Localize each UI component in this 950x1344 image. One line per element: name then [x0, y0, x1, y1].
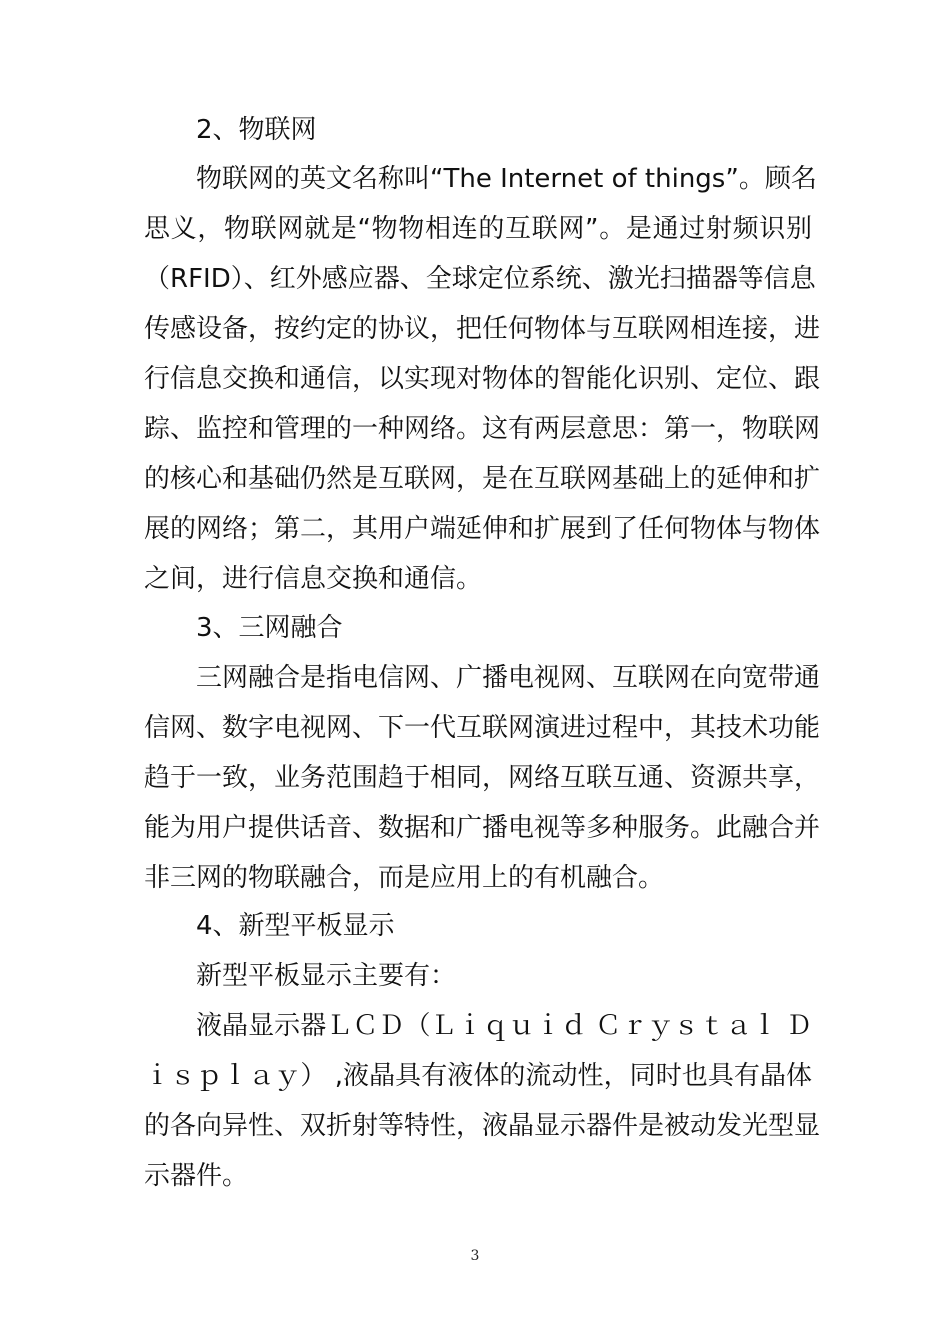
text-line: 趋于一致，业务范围趋于相同，网络互联互通、资源共享，: [144, 763, 821, 793]
paragraph-line: [0, 504, 950, 554]
text-line: 之间，进行信息交换和通信。: [144, 564, 483, 594]
paragraph-line: [0, 753, 950, 803]
paragraph-line: [0, 703, 950, 753]
paragraph-line: [0, 1051, 950, 1101]
paragraph-line: [0, 1101, 950, 1151]
text-line: 行信息交换和通信，以实现对物体的智能化识别、定位、跟: [144, 364, 821, 394]
text-line: 的各向异性、双折射等特性，液晶显示器件是被动发光型显: [144, 1111, 821, 1141]
paragraph-line: [0, 254, 950, 304]
paragraph-line: [0, 554, 950, 604]
text-line: 传感设备，按约定的协议，把任何物体与互联网相连接，进: [144, 314, 821, 344]
text-line: 4、新型平板显示: [196, 911, 395, 941]
text-line: （RFID）、红外感应器、全球定位系统、激光扫描器等信息: [144, 264, 816, 294]
text-line: 踪、监控和管理的一种网络。这有两层意思：第一，物联网: [144, 414, 821, 444]
paragraph-line: [0, 1001, 950, 1051]
text-line: 非三网的物联融合，而是应用上的有机融合。: [144, 863, 665, 893]
paragraph-line: [0, 853, 950, 903]
text-line: 示器件。: [144, 1161, 249, 1191]
paragraph-line: [0, 653, 950, 703]
text-line: 能为用户提供话音、数据和广播电视等多种服务。此融合并: [144, 813, 821, 843]
text-line: 物联网的英文名称叫“The Internet of things”。顾名: [196, 164, 817, 194]
text-line: 新型平板显示主要有：: [196, 961, 457, 991]
text-line: 2、物联网: [196, 115, 317, 145]
heading-flat-panel-display: [0, 901, 950, 951]
paragraph-line: [0, 454, 950, 504]
heading-iot: [0, 105, 950, 155]
text-line: 3、三网融合: [196, 613, 343, 643]
paragraph-line: [0, 404, 950, 454]
text-line: 思义，物联网就是“物物相连的互联网”。是通过射频识别: [144, 214, 812, 244]
paragraph-line: [0, 354, 950, 404]
text-line: 三网融合是指电信网、广播电视网、互联网在向宽带通: [196, 663, 821, 693]
paragraph-line: [0, 803, 950, 853]
text-line: 液晶显示器ＬＣＤ（Ｌｉｑｕｉｄ Ｃｒｙｓｔａｌ Ｄ: [196, 1011, 812, 1041]
paragraph-line: [0, 204, 950, 254]
text-line: 展的网络；第二，其用户端延伸和扩展到了任何物体与物体: [144, 514, 821, 544]
page-number: 3: [470, 1248, 480, 1264]
paragraph-line: [0, 154, 950, 204]
text-line: 信网、数字电视网、下一代互联网演进过程中，其技术功能: [144, 713, 821, 743]
text-line: ｉｓｐｌａｙ） ,液晶具有液体的流动性，同时也具有晶体: [144, 1061, 812, 1091]
heading-triple-network: [0, 603, 950, 653]
paragraph-line: [0, 304, 950, 354]
text-line: 的核心和基础仍然是互联网，是在互联网基础上的延伸和扩: [144, 464, 821, 494]
paragraph-line: [0, 951, 950, 1001]
paragraph-line: [0, 1151, 950, 1201]
